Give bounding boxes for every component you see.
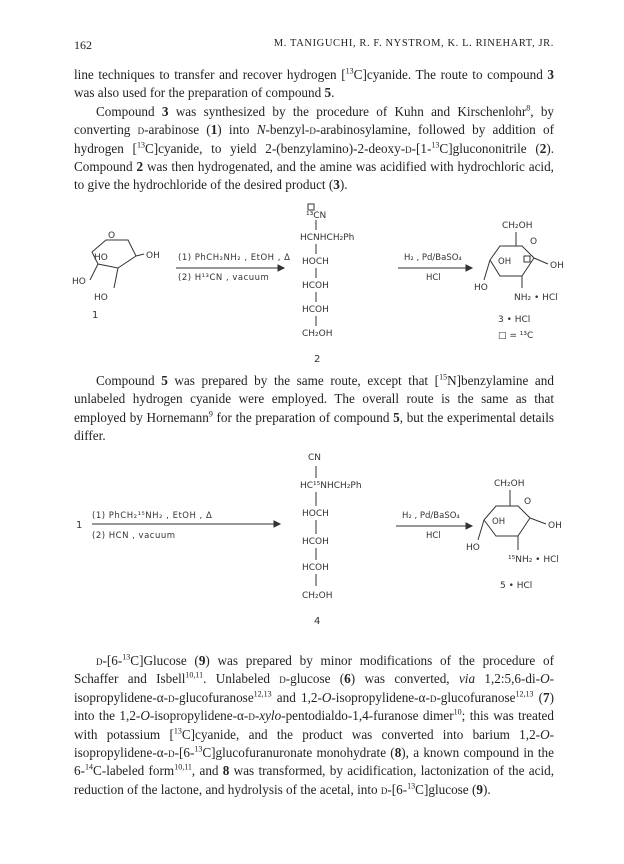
- glucosamine-ring: [490, 246, 534, 276]
- product-oh-inner: OH: [498, 257, 512, 267]
- reagent-bottom: HCl: [426, 531, 441, 541]
- ring-ho: HO: [94, 253, 108, 263]
- cn-label: CN: [308, 453, 322, 463]
- running-authors: M. TANIGUCHI, R. F. NYSTROM, K. L. RINEHART, JR.: [273, 38, 554, 49]
- product-oh: OH: [548, 521, 562, 531]
- step-1: (1) PhCH₂NH₂ , EtOH , Δ: [178, 253, 291, 263]
- scheme-2: [70, 442, 570, 632]
- product-ring-oxygen: O: [524, 497, 532, 507]
- cn-label: ¹³CN: [306, 211, 327, 221]
- page-number: 162: [74, 38, 92, 52]
- running-header: [74, 38, 554, 54]
- chain-c3: HOCH: [302, 257, 329, 267]
- product-nh2: NH₂ • HCl: [514, 293, 558, 303]
- label-marker: [524, 256, 530, 262]
- chain-c2: HCNHCH₂Ph: [300, 233, 355, 243]
- chain-c5: HCOH: [302, 563, 329, 573]
- ho-bottom: HO: [94, 293, 108, 303]
- chain-c6: CH₂OH: [302, 591, 333, 601]
- chain-c3: HOCH: [302, 509, 329, 519]
- chain-c2: HC¹⁵NHCH₂Ph: [300, 481, 362, 491]
- paragraph-2: Compound 3 was synthesized by the procedure of Kuhn and Kirschenlohr$^8$, by converting d-arabinose (1) into N-benzyl-d-arabinosylamine, followed by addition of hydrogen [$^{13}$C]cyanide, to yield 2-(benzylamino)-2-deoxy-d-[1-$^{13}$C]glucononitrile (2). Compound 2 was then hydrogenated, and the amine was acidified with hydrochloric acid, to give the hydrochloride of the desired product (3).: [74, 103, 555, 193]
- chain-c4: HCOH: [302, 281, 329, 291]
- product-ho: HO: [474, 283, 488, 293]
- reagent-top: H₂ , Pd/BaSO₄: [404, 253, 462, 263]
- product-ring-oxygen: O: [530, 237, 538, 247]
- reagent-bottom: HCl: [426, 273, 441, 283]
- step-1: (1) PhCH₂¹⁵NH₂ , EtOH , Δ: [92, 511, 213, 521]
- compound-4-label: 4: [314, 616, 321, 627]
- paragraph-4: d-[6-$^{13}$C]Glucose (9) was prepared by minor modifications of the procedure of Schaffer and Isbell$^{10,11}$. Unlabeled d-glucose (6) was converted, via 1,2:5,6-di-O-isopropylidene-α-d-glucofuranose$^{12,13}$ and 1,2-O-isopropylidene-α-d-glucofuranose$^{12,13}$ (7) into the 1,2-O-isopropylidene-α-d-xylo-pentodialdo-1,4-furanose dimer$^{10}$; this was treated with potassium [$^{13}$C]cyanide, and the product was converted into barium 1,2-O-isopropylidene-α-d-[6-$^{13}$C]glucofuranuronate monohydrate (8), a known compound in the 6-$^{14}$C-labeled form$^{10,11}$, and 8 was transformed, by acidification, lactonization of the acid, reduction of the lactone, and hydrolysis of the acetal, into d-[6-$^{13}$C]glucose (9).: [74, 652, 555, 797]
- glucosamine-ring: [484, 506, 530, 536]
- step-2: (2) H¹³CN , vacuum: [178, 273, 270, 283]
- product-ch2oh: CH₂OH: [502, 221, 533, 231]
- product-label: 3 • HCl: [498, 315, 531, 325]
- reagent-top: H₂ , Pd/BaSO₄: [402, 511, 460, 521]
- paragraph-1: line techniques to transfer and recover hydrogen [$^{13}$C]cyanide. The route to compound 3 was also used for the preparation of compound 5. Compound 3 was synthesized by the procedure of Kuhn and Kirschenlohr$^8$, by converting d-arabinose (1) into N-benzyl-d-arabinosylamine, followed by addition of hydrogen [$^{13}$C]cyanide, to yield 2-(benzylamino)-2-deoxy-d-[1-$^{13}$C]glucononitrile (2). Compound 2 was then hydrogenated, and the amine was acidified with hydrochloric acid, to give the hydrochloride of the desired product (3).: [74, 66, 554, 195]
- label-marker: [308, 204, 314, 210]
- scheme-1: [70, 196, 570, 368]
- label-note: □ = ¹³C: [498, 331, 534, 341]
- product-oh-inner: OH: [492, 517, 506, 527]
- product-nh2: ¹⁵NH₂ • HCl: [508, 555, 559, 565]
- compound-2-label: 2: [314, 354, 321, 365]
- paragraph-3: Compound 5 was prepared by the same route, except that [$^{15}$N]benzylamine and unlabeled hydrogen cyanide were employed. The overall route is the same as that employed by Hornemann$^9$ for the preparation of compound 5, but the experimental details differ.: [74, 372, 554, 444]
- product-ho: HO: [466, 543, 480, 553]
- compound-1-label: 1: [92, 310, 99, 321]
- starting-compound: 1: [76, 520, 83, 531]
- product-ch2oh: CH₂OH: [494, 479, 525, 489]
- product-label: 5 • HCl: [500, 581, 533, 591]
- ring-oh: OH: [146, 251, 160, 261]
- chain-c4: HCOH: [302, 537, 329, 547]
- product-oh: OH: [550, 261, 564, 271]
- chain-c6: CH₂OH: [302, 329, 333, 339]
- chain-c5: HCOH: [302, 305, 329, 315]
- ho-left: HO: [72, 277, 86, 287]
- ring-oxygen: O: [108, 231, 116, 241]
- step-2: (2) HCN , vacuum: [92, 531, 176, 541]
